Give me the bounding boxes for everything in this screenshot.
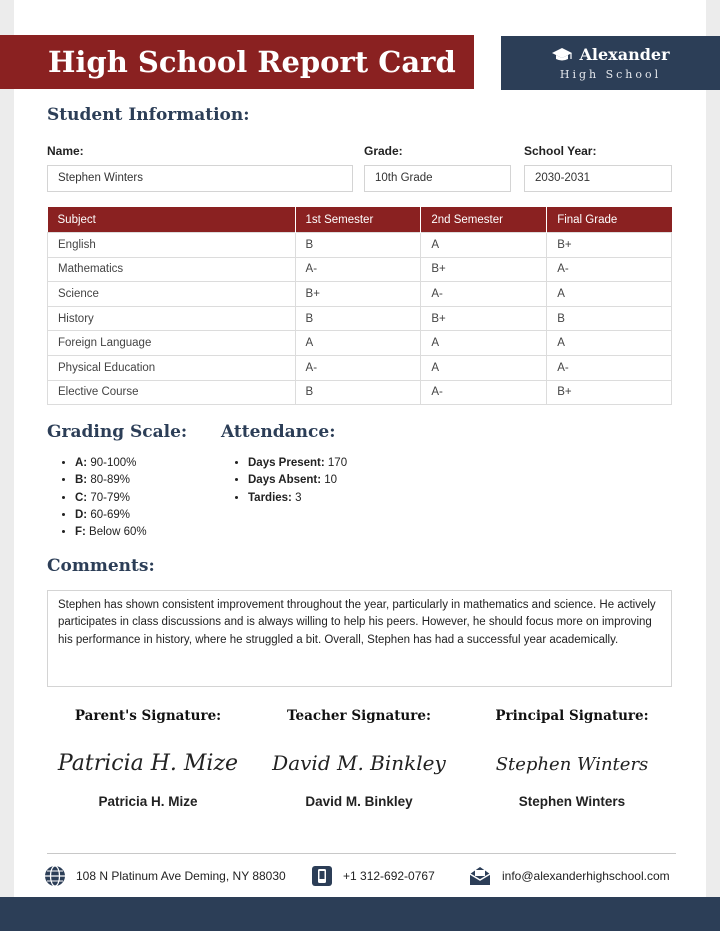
grade-cell: B — [547, 306, 672, 331]
grade-cell: B — [295, 306, 421, 331]
grade-cell: A — [421, 233, 547, 258]
subject-cell: Physical Education — [48, 355, 296, 380]
column-header: Subject — [48, 207, 296, 233]
brand-subtitle: High School — [559, 68, 662, 81]
table-row — [48, 355, 672, 380]
signature-heading: Parent's Signature: — [74, 708, 222, 724]
school-year-field[interactable]: 2030-2031 — [524, 165, 672, 192]
grade-cell: A — [547, 282, 672, 307]
subject-cell: English — [48, 233, 296, 258]
grade-cell: B+ — [421, 306, 547, 331]
grade-cell: A- — [421, 282, 547, 307]
globe-icon — [44, 865, 66, 887]
list-item: • C: 70-79% — [75, 490, 147, 507]
signature-heading: Principal Signature: — [495, 708, 649, 724]
comments-textarea[interactable]: Stephen has shown consistent improvement throughout the year, particularly in mathematics and science. He actively participates in class discussions and is always willing to help his peers. However, he should focus more on improving his performance in history, where he struggled a bit. Overall, Stephen has had a successful year academically. — [47, 590, 672, 687]
grade-cell: A- — [295, 355, 421, 380]
teacher-signature-image — [264, 742, 454, 780]
parent-signature-block — [48, 708, 248, 809]
grade-cell: A- — [547, 355, 672, 380]
grade-cell: B+ — [421, 257, 547, 282]
footer-email[interactable] — [468, 863, 670, 889]
list-item: • Days Present: 170 — [248, 455, 347, 472]
grade-cell: B — [295, 380, 421, 405]
teacher-signature-block — [259, 708, 459, 809]
footer-address — [44, 863, 286, 889]
signer-name: David M. Binkley — [305, 794, 413, 809]
student-info-heading: Student Information: — [47, 105, 250, 125]
grades-header-row — [48, 207, 672, 233]
grade-cell: B+ — [295, 282, 421, 307]
subject-cell: Science — [48, 282, 296, 307]
subject-cell: History — [48, 306, 296, 331]
table-row — [48, 233, 672, 258]
signature-heading: Teacher Signature: — [287, 708, 431, 724]
school-year-label: School Year: — [524, 144, 597, 158]
parent-signature-image — [53, 742, 243, 780]
list-item: • D: 60-69% — [75, 507, 147, 524]
principal-signature-block — [472, 708, 672, 809]
column-header: Final Grade — [547, 207, 672, 233]
grade-cell: A- — [295, 257, 421, 282]
grading-scale-list — [57, 455, 147, 541]
list-item: • B: 80-89% — [75, 472, 147, 489]
table-row — [48, 257, 672, 282]
grade-cell: A- — [421, 380, 547, 405]
grade-cell: A- — [547, 257, 672, 282]
name-field[interactable]: Stephen Winters — [47, 165, 353, 192]
footer-phone[interactable] — [311, 863, 435, 889]
email-text: info@alexanderhighschool.com — [502, 869, 670, 883]
grade-cell: A — [421, 331, 547, 356]
svg-text:David M. Binkley: David M. Binkley — [272, 751, 446, 775]
grade-cell: A — [421, 355, 547, 380]
envelope-icon — [468, 865, 492, 887]
page-title: High School Report Card — [0, 35, 474, 89]
grade-cell: A — [295, 331, 421, 356]
signer-name: Stephen Winters — [518, 794, 626, 809]
principal-signature-image — [477, 742, 667, 780]
column-header: 1st Semester — [295, 207, 421, 233]
footer-divider — [47, 853, 676, 854]
table-row — [48, 380, 672, 405]
table-row — [48, 282, 672, 307]
school-brand — [501, 36, 720, 90]
grade-cell: B+ — [547, 380, 672, 405]
attendance-heading: Attendance: — [221, 422, 336, 442]
grades-table — [47, 207, 672, 405]
name-label: Name: — [47, 144, 84, 158]
column-header: 2nd Semester — [421, 207, 547, 233]
subject-cell: Elective Course — [48, 380, 296, 405]
grading-scale-heading: Grading Scale: — [47, 422, 188, 442]
subject-cell: Mathematics — [48, 257, 296, 282]
phone-icon — [311, 865, 333, 887]
list-item: • Tardies: 3 — [248, 490, 347, 507]
signer-name: Patricia H. Mize — [98, 794, 198, 809]
svg-text:Patricia H. Mize: Patricia H. Mize — [57, 751, 239, 776]
grade-field[interactable]: 10th Grade — [364, 165, 511, 192]
table-row — [48, 306, 672, 331]
brand-name: Alexander — [579, 45, 670, 64]
list-item: • A: 90-100% — [75, 455, 147, 472]
subject-cell: Foreign Language — [48, 331, 296, 356]
phone-text: +1 312-692-0767 — [343, 869, 435, 883]
graduation-cap-icon — [551, 47, 573, 63]
table-row — [48, 331, 672, 356]
grade-label: Grade: — [364, 144, 403, 158]
comments-heading: Comments: — [47, 556, 155, 576]
address-text: 108 N Platinum Ave Deming, NY 88030 — [76, 869, 286, 883]
list-item: • F: Below 60% — [75, 524, 147, 541]
grade-cell: B — [295, 233, 421, 258]
footer-band — [0, 897, 720, 931]
svg-text:Stephen Winters: Stephen Winters — [495, 754, 649, 775]
grade-cell: A — [547, 331, 672, 356]
list-item: • Days Absent: 10 — [248, 472, 347, 489]
grade-cell: B+ — [547, 233, 672, 258]
attendance-list — [230, 455, 347, 507]
